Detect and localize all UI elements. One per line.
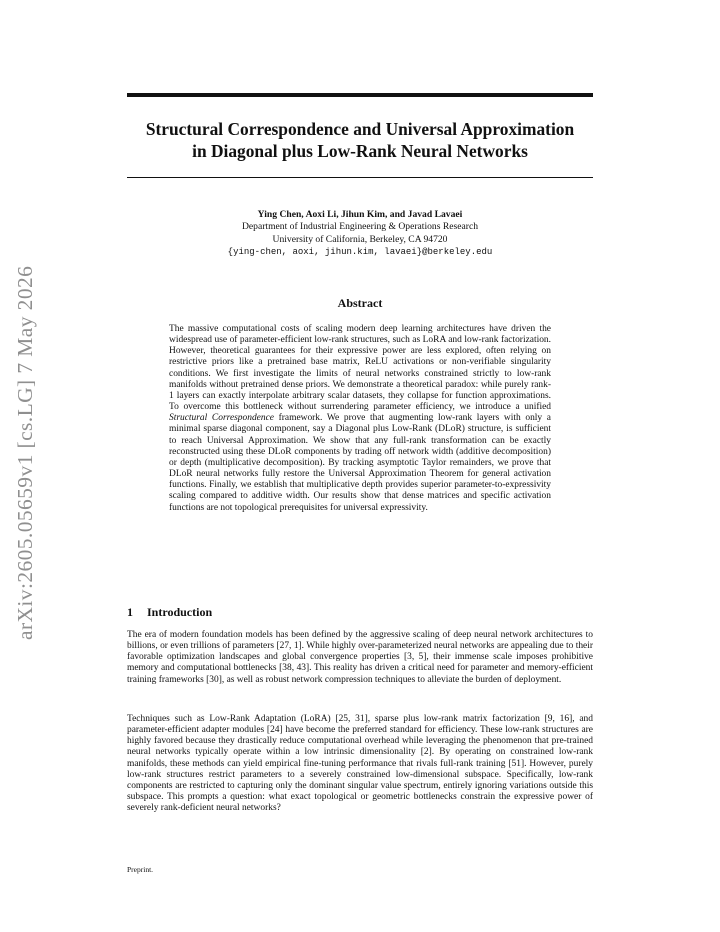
author-department: Department of Industrial Engineering & Operations Research — [241, 221, 479, 233]
abstract-text-part-1: The massive computational costs of scaling modern deep learning architectures have driven the widespread use of parameter-efficient low-rank structures, such as LoRA and low-rank factorization. However, theoretical guarantees for their expressive power are less explored, often relying on restrictive priors like a pretrained base matrix, ReLU activations or non-verifiable singularity conditions. We first investigate the limits of neural networks constrained strictly to low-rank manifolds without pretrained dense priors. We demonstrate a theoretical paradox: while purely rank-1 layers can exactly interpolate arbitrary scalar datasets, they collapse for function approximations. To overcome this bottleneck without surrendering parameter efficiency, we introduce a unified — [169, 324, 551, 413]
section-title: Introduction — [147, 605, 213, 619]
author-block — [127, 209, 593, 259]
section-number: 1 — [127, 605, 133, 619]
abstract-text-part-2: framework. We prove that augmenting low-rank layers with only a minimal sparse diagonal component, say a Diagonal plus Low-Rank (DLoR) structure, is sufficient to reach Universal Approximation. We show that any full-rank transformation can be exactly reconstructed using these DLoR components by trading off network width (additive decomposition) or depth (multiplicative decomposition). By tracking asymptotic Taylor remainders, we prove that DLoR neural networks fully restore the Universal Approximation Theorem for general activation functions. Finally, we establish that multiplicative depth provides superior parameter-to-expressivity scaling compared to additive width. Our results show that dense matrices and specific activation functions are not topological prerequisites for universal expressivity. — [169, 413, 551, 513]
abstract-emphasis: Structural Correspondence — [169, 413, 274, 424]
author-email: {ying-chen, aoxi, jihun.kim, lavaei}@berkeley.edu — [227, 247, 493, 258]
arxiv-side-stamp: arXiv:2605.05659v1 [cs.LG] 7 May 2026 — [13, 265, 37, 640]
author-names: Ying Chen, Aoxi Li, Jihun Kim, and Javad Lavaei — [257, 209, 463, 220]
title-line-1: Structural Correspondence and Universal Approximation — [145, 119, 575, 139]
abstract-body — [169, 324, 551, 514]
footer-note: Preprint. — [127, 865, 154, 874]
author-university: University of California, Berkeley, CA 94720 — [272, 233, 448, 245]
title-bottom-rule — [127, 177, 593, 178]
title-line-2: in Diagonal plus Low-Rank Neural Networks — [192, 141, 528, 161]
paper-title — [127, 118, 593, 162]
abstract-heading: Abstract — [337, 296, 383, 310]
section-heading — [127, 605, 593, 620]
intro-paragraph-2: Techniques such as Low-Rank Adaptation (LoRA) [25, 31], sparse plus low-rank matrix factorization [9, 16], and parameter-efficient adapter modules [24] have become the preferred standard for efficiency. These low-rank structures are highly favored because they drastically reduce computational overhead while leveraging the phenomenon that pre-trained neural networks typically operate within a low intrinsic dimensionality [2]. By operating on constrained low-rank manifolds, these methods can yield empirical fine-tuning performance that rivals full-rank training [51]. However, purely low-rank structures restrict parameters to a severely constrained low-dimensional subspace. Specifically, low-rank components are restricted to capturing only the dominant singular value spectrum, entirely ignoring variations outside this subspace. This prompts a question: what exact topological or geometric bottlenecks constrain the expressive power of severely rank-deficient neural networks? — [127, 714, 593, 814]
title-top-rule — [127, 93, 593, 97]
intro-paragraph-1: The era of modern foundation models has been defined by the aggressive scaling of deep neural network architectures to billions, or even trillions of parameters [27, 1]. While highly over-parameterized neural networks are appealing due to their favorable optimization landscapes and global convergence properties [3, 5], their immense scale imposes prohibitive memory and computational bottlenecks [38, 43]. This reality has driven a critical need for parameter and memory-efficient training frameworks [30], as well as robust network compression techniques to alleviate the burden of deployment. — [127, 630, 593, 685]
